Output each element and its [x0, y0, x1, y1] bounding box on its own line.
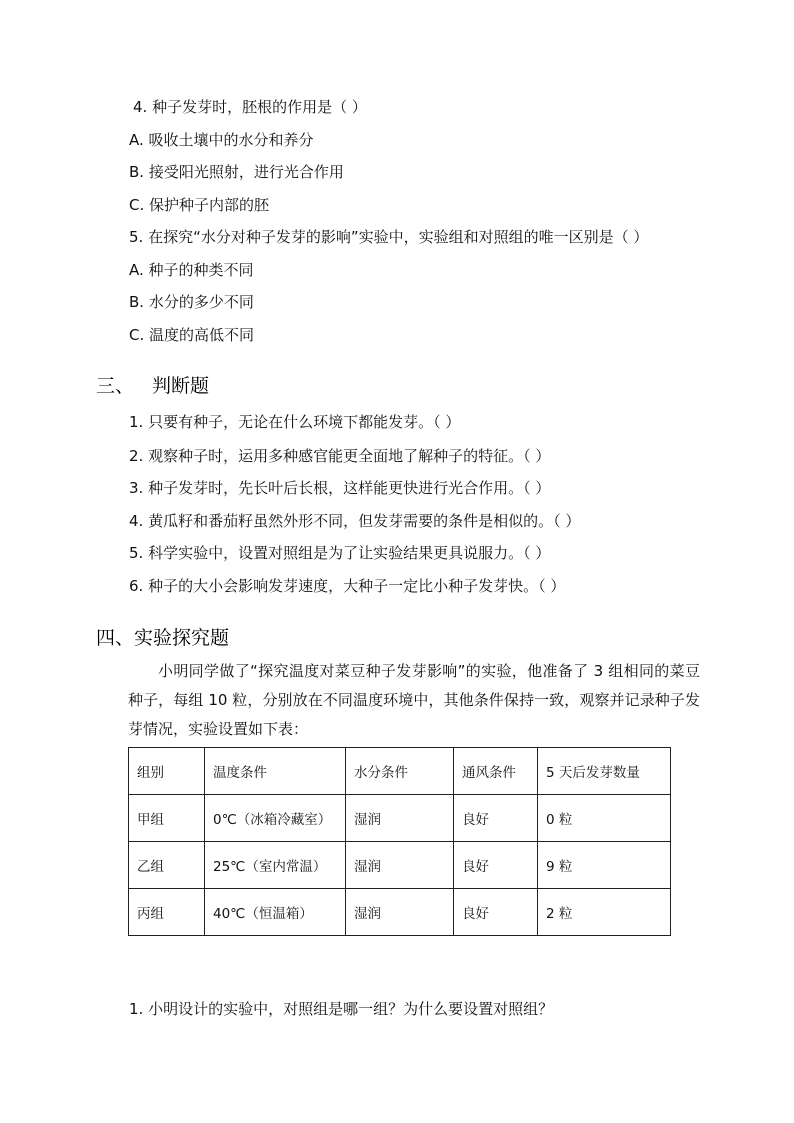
judgment-item-5: 5. 科学实验中，设置对照组是为了让实验结果更具说服力。（ ） [129, 544, 551, 562]
experiment-table [128, 747, 671, 936]
question-4-stem: 4. 种子发芽时，胚根的作用是（ ） [133, 98, 367, 116]
table-cell: 良好 [454, 842, 538, 889]
table-row [129, 795, 671, 842]
table-header-cell: 通风条件 [454, 748, 538, 795]
table-row [129, 889, 671, 936]
table-header-row [129, 748, 671, 795]
table-cell: 40℃（恒温箱） [205, 889, 346, 936]
table-header-cell: 5 天后发芽数量 [538, 748, 671, 795]
table-cell: 湿润 [346, 795, 454, 842]
question-5-option-c: C. 温度的高低不同 [129, 326, 255, 344]
judgment-item-2: 2. 观察种子时，运用多种感官能更全面地了解种子的特征。（ ） [129, 447, 551, 465]
table-cell: 0 粒 [538, 795, 671, 842]
question-5-option-a: A. 种子的种类不同 [129, 261, 254, 279]
question-4-option-c: C. 保护种子内部的胚 [129, 196, 270, 214]
table-header-cell: 组别 [129, 748, 205, 795]
table-cell: 丙组 [129, 889, 205, 936]
section-4-number: 四、 [96, 627, 135, 649]
section-3-title: 判断题 [152, 375, 210, 397]
judgment-item-6: 6. 种子的大小会影响发芽速度，大种子一定比小种子发芽快。（ ） [129, 577, 566, 595]
table-cell: 25℃（室内常温） [205, 842, 346, 889]
question-4-option-a: A. 吸收土壤中的水分和养分 [129, 131, 314, 149]
table-cell: 良好 [454, 795, 538, 842]
question-4-option-b: B. 接受阳光照射，进行光合作用 [129, 163, 344, 181]
experiment-intro: 小明同学做了“探究温度对菜豆种子发芽影响”的实验，他准备了 3 组相同的菜豆种子，每组 10 粒，分别放在不同温度环境中，其他条件保持一致，观察并记录种子发芽情况，实验设置如下表： [128, 662, 700, 738]
table-cell: 2 粒 [538, 889, 671, 936]
table-cell: 湿润 [346, 889, 454, 936]
section-4-heading [96, 626, 229, 650]
judgment-item-1: 1. 只要有种子，无论在什么环境下都能发芽。（ ） [129, 413, 461, 431]
section-3-heading [96, 374, 209, 398]
section-4-title: 实验探究题 [134, 627, 230, 649]
question-5-stem: 5. 在探究“水分对种子发芽的影响”实验中，实验组和对照组的唯一区别是（ ） [129, 228, 649, 246]
table-cell: 甲组 [129, 795, 205, 842]
table-cell: 0℃（冰箱冷藏室） [205, 795, 346, 842]
table-cell: 湿润 [346, 842, 454, 889]
table-cell: 乙组 [129, 842, 205, 889]
judgment-item-3: 3. 种子发芽时，先长叶后长根，这样能更快进行光合作用。（ ） [129, 479, 551, 497]
judgment-item-4: 4. 黄瓜籽和番茄籽虽然外形不同，但发芽需要的条件是相似的。（ ） [129, 512, 581, 530]
table-header-cell: 水分条件 [346, 748, 454, 795]
table-cell: 良好 [454, 889, 538, 936]
table-cell: 9 粒 [538, 842, 671, 889]
table-header-cell: 温度条件 [205, 748, 346, 795]
section-3-number: 三、 [96, 375, 135, 397]
table-row [129, 842, 671, 889]
question-5-option-b: B. 水分的多少不同 [129, 293, 254, 311]
experiment-question-1: 1. 小明设计的实验中，对照组是哪一组？为什么要设置对照组？ [129, 1000, 554, 1018]
